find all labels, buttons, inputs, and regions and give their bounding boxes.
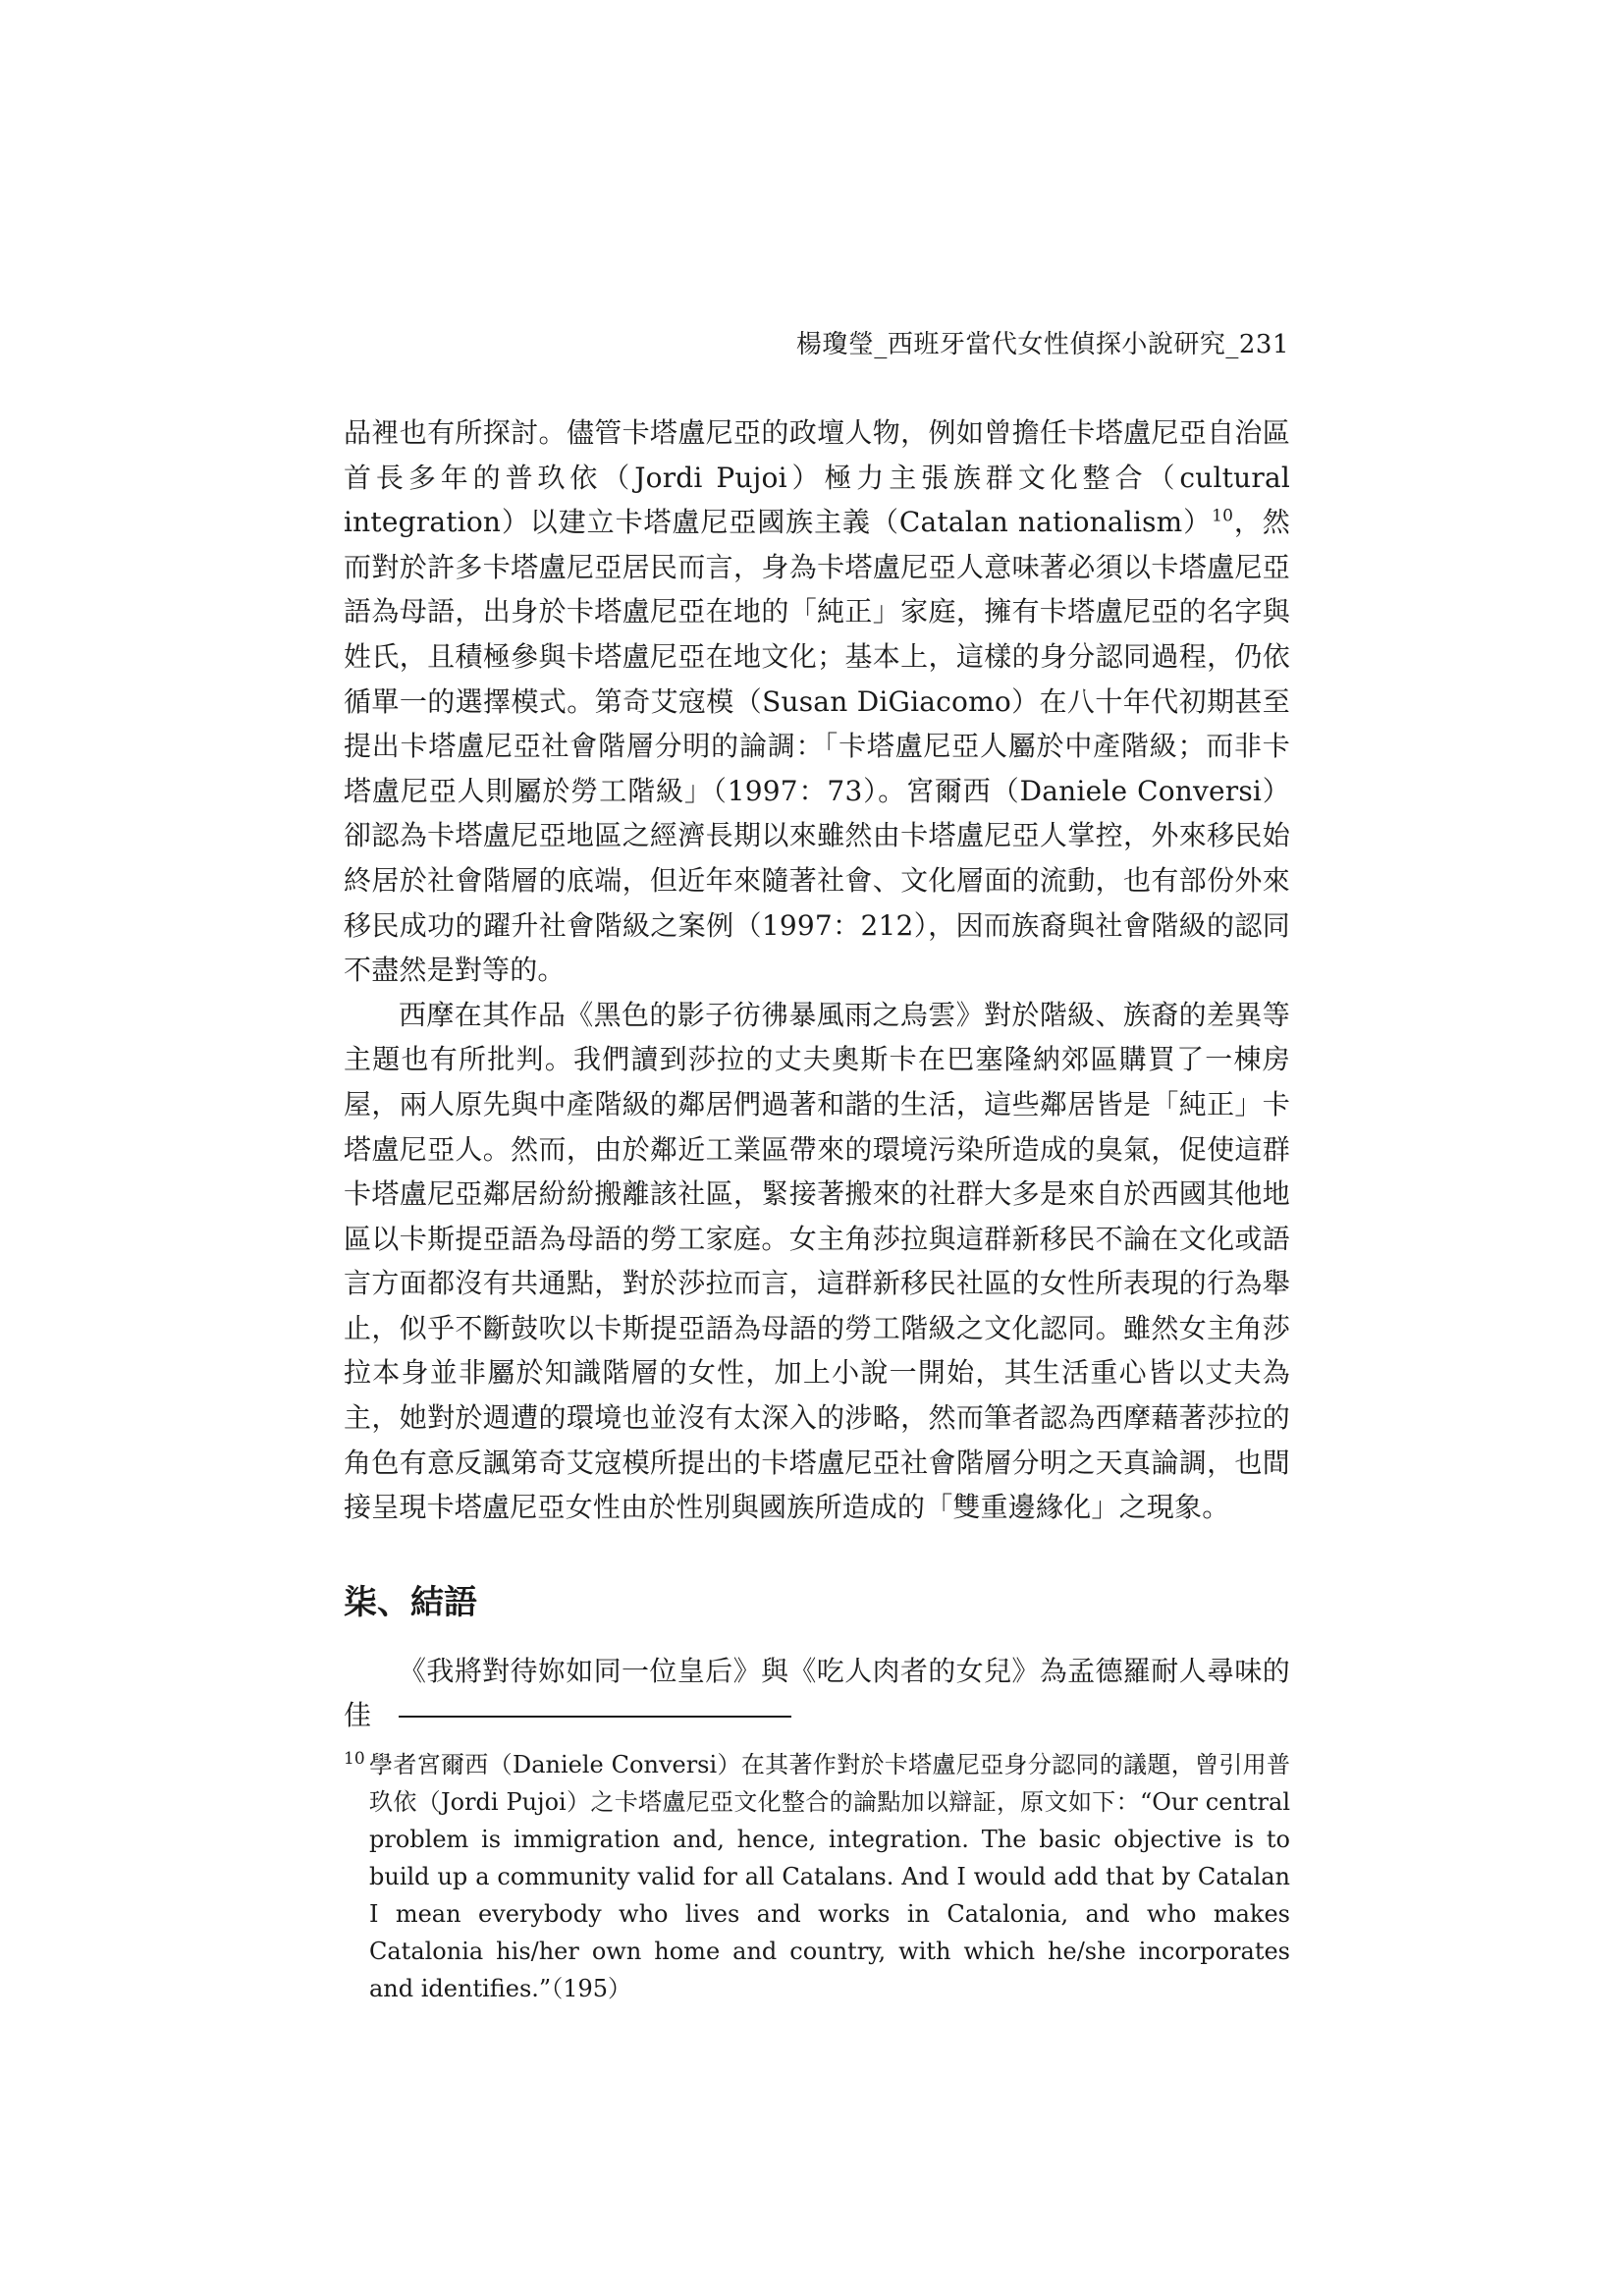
footnote-reference: 10 xyxy=(1212,506,1234,526)
paragraph-1-text-a: 品裡也有所探討。儘管卡塔盧尼亞的政壇人物，例如曾擔任卡塔盧尼亞自治區首長多年的普玖依（Jordi Pujoi）極力主張族群文化整合（cultural integration）以建立卡塔盧尼亞國族主義（Catalan nationalism） xyxy=(344,416,1290,539)
footnote-separator xyxy=(399,1716,791,1718)
running-header: 楊瓊瑩_西班牙當代女性偵探小說研究_231 xyxy=(795,330,1289,359)
footnote-number: 10 xyxy=(344,1749,365,1769)
footnote-text: 學者宮爾西（Daniele Conversi）在其著作對於卡塔盧尼亞身分認同的議題，曾引用普玖依（Jordi Pujoi）之卡塔盧尼亞文化整合的論點加以辯証，原文如下：“Our central problem is immigration and, hence, integration. The basic objective is to build up a community valid for all Catalans. And I would add that by Catalan I mean everybody who lives and works in Catalonia, and who makes Catalonia his/her own home and country, with which he/she incorporates and identifies.”（195） xyxy=(369,1751,1290,2002)
paragraph-1 xyxy=(344,410,1290,993)
main-text xyxy=(344,410,1290,1738)
paragraph-2: 西摩在其作品《黑色的影子彷彿暴風雨之烏雲》對於階級、族裔的差異等主題也有所批判。我們讀到莎拉的丈夫奧斯卡在巴塞隆納郊區購買了一棟房屋，兩人原先與中產階級的鄰居們過著和諧的生活，這些鄰居皆是「純正」卡塔盧尼亞人。然而，由於鄰近工業區帶來的環境污染所造成的臭氣，促使這群卡塔盧尼亞鄰居紛紛搬離該社區，緊接著搬來的社群大多是來自於西國其他地區以卡斯提亞語為母語的勞工家庭。女主角莎拉與這群新移民不論在文化或語言方面都沒有共通點，對於莎拉而言，這群新移民社區的女性所表現的行為舉止，似乎不斷鼓吹以卡斯提亞語為母語的勞工階級之文化認同。雖然女主角莎拉本身並非屬於知識階層的女性，加上小說一開始，其生活重心皆以丈夫為主，她對於週遭的環境也並沒有太深入的涉略，然而筆者認為西摩藉著莎拉的角色有意反諷第奇艾寇模所提出的卡塔盧尼亞社會階層分明之天真論調，也間接呈現卡塔盧尼亞女性由於性別與國族所造成的「雙重邊緣化」之現象。 xyxy=(344,998,1290,1524)
section-first-line: 《我將對待妳如同一位皇后》與《吃人肉者的女兒》為孟德羅耐人尋味的佳 xyxy=(344,1654,1290,1732)
footnote xyxy=(344,1746,1290,2007)
paragraph-1-text-b: ，然而對於許多卡塔盧尼亞居民而言，身為卡塔盧尼亞人意味著必須以卡塔盧尼亞語為母語，出身於卡塔盧尼亞在地的「純正」家庭，擁有卡塔盧尼亞的名字與姓氏，且積極參與卡塔盧尼亞在地文化；基本上，這樣的身分認同過程，仍依循單一的選擇模式。第奇艾寇模（Susan DiGiacomo）在八十年代初期甚至提出卡塔盧尼亞社會階層分明的論調：「卡塔盧尼亞人屬於中產階級；而非卡塔盧尼亞人則屬於勞工階級」（1997：73）。宮爾西（Daniele Conversi）卻認為卡塔盧尼亞地區之經濟長期以來雖然由卡塔盧尼亞人掌控，外來移民始終居於社會階層的底端，但近年來隨著社會、文化層面的流動，也有部份外來移民成功的躍升社會階級之案例（1997：212），因而族裔與社會階級的認同不盡然是對等的。 xyxy=(344,506,1291,987)
section-heading: 柒、結語 xyxy=(344,1582,477,1622)
